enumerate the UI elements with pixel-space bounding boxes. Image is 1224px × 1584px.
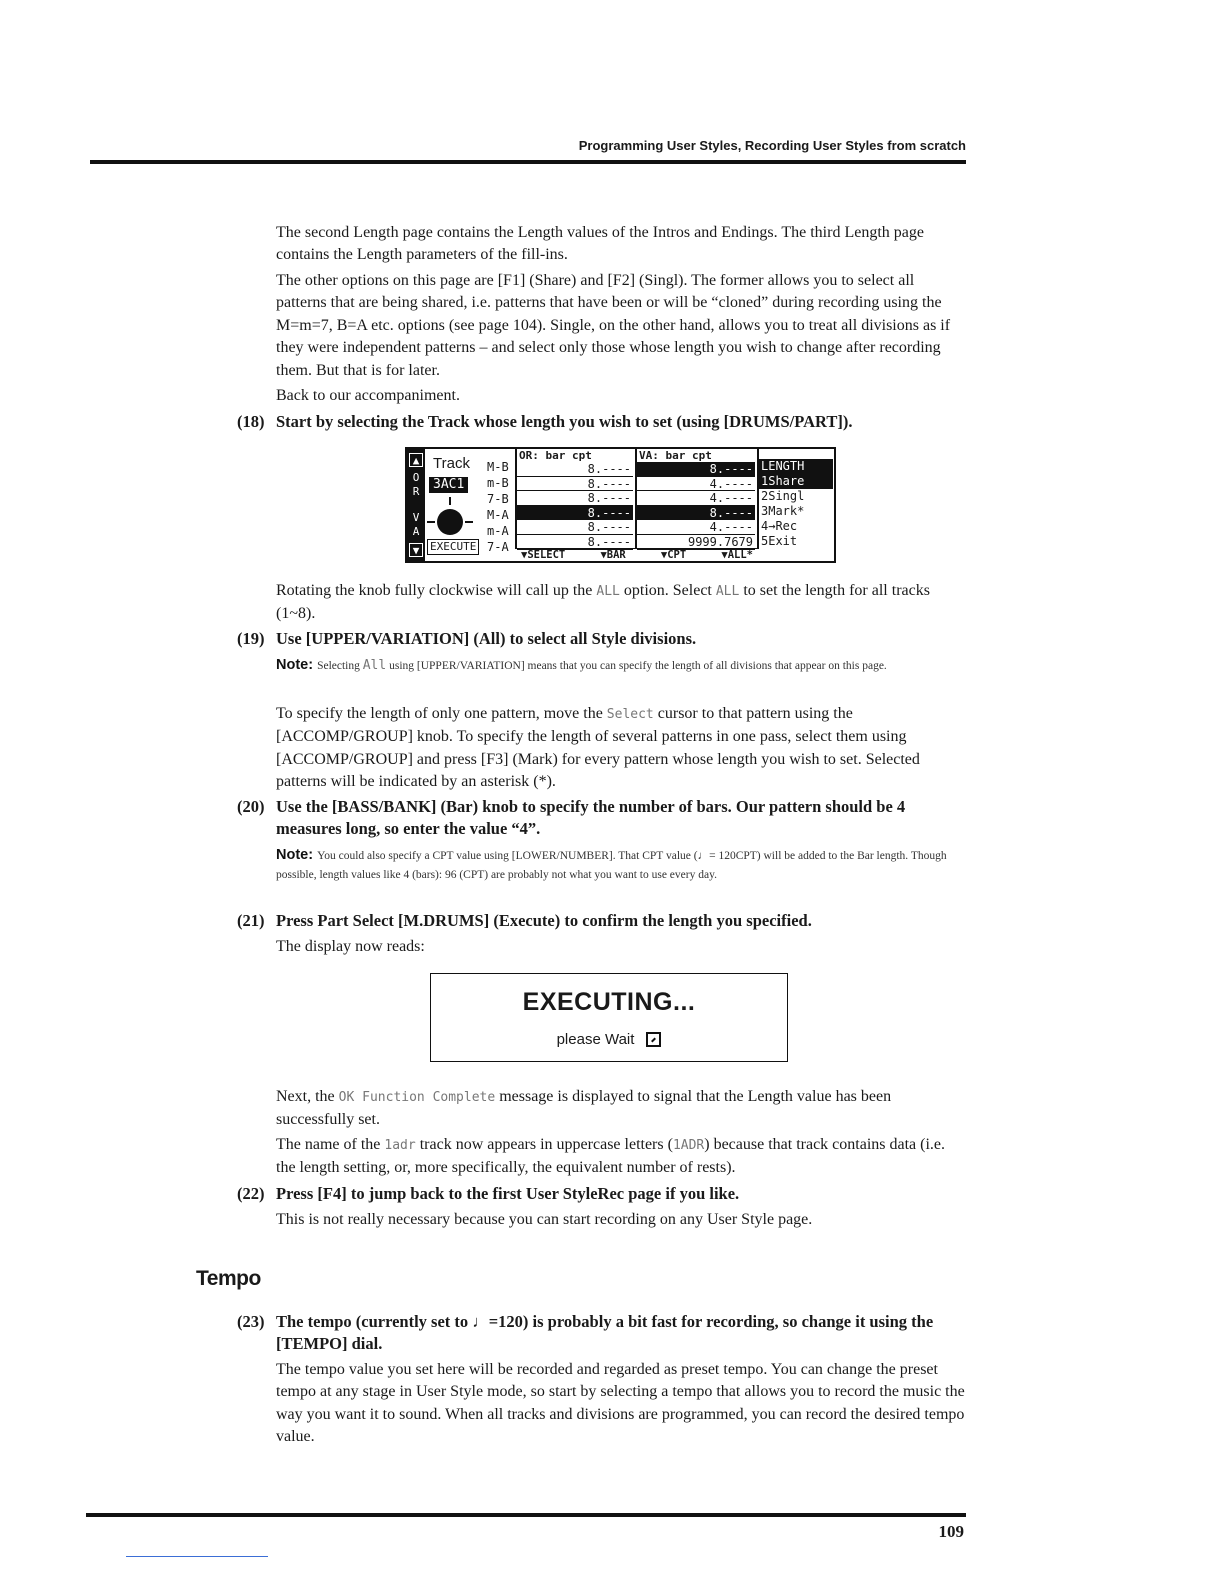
va-value: 4.---- bbox=[637, 520, 755, 535]
paragraph-function-complete: Next, the OK Function Complete message is displayed to signal that the Length value has been successfully set. bbox=[276, 1088, 892, 1129]
paragraph-not-necessary: This is not really necessary because you can start recording on any User Style page. bbox=[276, 1211, 813, 1228]
step-text: Press [F4] to jump back to the first User StyleRec page if you like. bbox=[276, 1184, 740, 1203]
lcd-text: 1ADR bbox=[672, 1138, 705, 1153]
footer-select: ▼SELECT bbox=[521, 549, 566, 561]
side-key-a: A bbox=[412, 525, 420, 538]
up-arrow-icon: ▲ bbox=[409, 453, 423, 467]
side-key-r: R bbox=[412, 485, 420, 498]
menu-item-singl: 2Singl bbox=[761, 489, 805, 503]
knob-icon bbox=[437, 509, 463, 535]
lcd-text: Select bbox=[606, 707, 654, 722]
step-18 bbox=[237, 411, 965, 433]
down-arrow-icon: ▼ bbox=[409, 543, 423, 557]
step-text: Press Part Select [M.DRUMS] (Execute) to confirm the length you specified. bbox=[276, 911, 812, 930]
knob-tick-left bbox=[427, 521, 435, 523]
executing-title: EXECUTING... bbox=[522, 988, 696, 1016]
or-value: 8.---- bbox=[517, 535, 633, 550]
step-number: (22) bbox=[237, 1184, 265, 1203]
execute-button: EXECUTE bbox=[427, 539, 479, 555]
paragraph-tempo: The tempo value you set here will be recorded and regarded as preset tempo. You can change the preset tempo at any stage in User Style mode, so start by selecting a tempo that allows you to record the music the way you want it to sound. When all tracks and divisions are programmed, you can record the desired tempo value. bbox=[276, 1361, 965, 1446]
menu-item-exit: 5Exit bbox=[761, 534, 798, 548]
lcd-text: OK Function Complete bbox=[338, 1090, 496, 1105]
lcd-text: ALL bbox=[715, 584, 740, 599]
track-label: Track bbox=[433, 455, 470, 472]
function-menu bbox=[759, 459, 833, 549]
lcd-text: 1adr bbox=[384, 1138, 416, 1153]
paragraph-share-singl: The other options on this page are [F1] (Share) and [F2] (Singl). The former allows you to select all patterns that are being shared, i.e. patterns that have been or will be “cloned” during recording using the M=m=7, B=A etc. options (see page 104). Single, on the other hand, allows you to treat all divisions as if they were independent patterns – and select only those whose length you wish to change after recording them. But that is for later. bbox=[276, 272, 951, 379]
or-value: 8.---- bbox=[517, 506, 633, 521]
section-title: Tempo bbox=[196, 1267, 261, 1290]
va-value: 4.---- bbox=[637, 477, 755, 492]
note-label: Note: bbox=[276, 657, 314, 673]
part-label: m-A bbox=[487, 524, 509, 538]
track-name: 3AC1 bbox=[429, 477, 468, 493]
va-values bbox=[637, 462, 755, 550]
va-value: 4.---- bbox=[637, 491, 755, 506]
step-text: The tempo (currently set to ♩=120) is probably a bit fast for recording, so change it using the [TEMPO] dial. bbox=[276, 1312, 934, 1354]
hourglass-icon bbox=[646, 1032, 661, 1047]
paragraph-back: Back to our accompaniment. bbox=[276, 387, 460, 404]
footer-all: ▼ALL* bbox=[721, 549, 753, 561]
part-label: M-A bbox=[487, 508, 509, 522]
running-header: Programming User Styles, Recording User Styles from scratch bbox=[578, 138, 966, 153]
header-rule bbox=[90, 160, 966, 164]
footer-bar: ▼BAR bbox=[600, 549, 626, 561]
step-23 bbox=[237, 1311, 965, 1356]
part-label: m-B bbox=[487, 476, 509, 490]
or-column-header: OR: bar cpt bbox=[519, 449, 592, 462]
paragraph-track-name: The name of the 1adr track now appears in uppercase letters (1ADR) because that track contains data (i.e. the length setting, or, more specifically, the equivalent number of rests). bbox=[276, 1136, 946, 1177]
note-cpt: Note: You could also specify a CPT value using [LOWER/NUMBER]. That CPT value (♩= 120CPT) will be added to the Bar length. Though possible, length values like 4 (bars): 96 (CPT) are probably not what you want to use every day. bbox=[276, 847, 947, 881]
or-value: 8.---- bbox=[517, 462, 633, 477]
side-key-v: V bbox=[412, 511, 420, 524]
or-value: 8.---- bbox=[517, 477, 633, 492]
menu-title: LENGTH bbox=[759, 459, 833, 474]
note-label: Note: bbox=[276, 847, 314, 863]
step-number: (19) bbox=[237, 629, 265, 648]
display-footer bbox=[515, 548, 759, 561]
step-20 bbox=[237, 796, 965, 841]
paragraph-select-cursor: To specify the length of only one pattern, move the Select cursor to that pattern using the [ACCOMP/GROUP] knob. To specify the length of several patterns in one pass, select them using [ACCOMP/GROUP] and press [F3] (Mark) for every pattern whose length you wish to set. Selected patterns will be indicated by an asterisk (*). bbox=[276, 705, 920, 791]
step-22 bbox=[237, 1183, 965, 1205]
footer-cpt: ▼CPT bbox=[660, 549, 687, 561]
knob-tick-right bbox=[465, 521, 473, 523]
step-number: (18) bbox=[237, 412, 265, 431]
va-value: 8.---- bbox=[637, 462, 755, 477]
lcd-text: ALL bbox=[596, 584, 620, 599]
link-underline bbox=[126, 1556, 268, 1557]
executing-subtitle: please Wait bbox=[431, 1031, 787, 1048]
side-key-o: O bbox=[412, 471, 420, 484]
step-number: (21) bbox=[237, 911, 265, 930]
or-value: 8.---- bbox=[517, 520, 633, 535]
step-text: Use [UPPER/VARIATION] (All) to select all Style divisions. bbox=[276, 629, 697, 648]
or-values bbox=[517, 462, 633, 550]
part-label: 7-A bbox=[487, 540, 509, 554]
note-all: Note: Selecting All using [UPPER/VARIATION] means that you can specify the length of all divisions that appear on this page. bbox=[276, 657, 887, 673]
va-value: 9999.7679 bbox=[637, 535, 755, 550]
menu-item-rec: 4→Rec bbox=[761, 519, 798, 533]
menu-item-mark: 3Mark* bbox=[761, 504, 805, 518]
paragraph-length-pages: The second Length page contains the Length values of the Intros and Endings. The third Length page contains the Length parameters of the fill-ins. bbox=[276, 224, 924, 264]
va-column-header: VA: bar cpt bbox=[639, 449, 712, 462]
step-text: Use the [BASS/BANK] (Bar) knob to specify the number of bars. Our pattern should be 4 measures long, so enter the value “4”. bbox=[276, 797, 906, 839]
part-list bbox=[487, 459, 515, 555]
step-21 bbox=[237, 910, 965, 932]
footer-rule bbox=[86, 1513, 966, 1517]
va-value: 8.---- bbox=[637, 506, 755, 521]
display-side-keys bbox=[407, 449, 425, 561]
length-page-display bbox=[405, 447, 836, 563]
executing-display bbox=[430, 973, 788, 1062]
paragraph-rotate-knob: Rotating the knob fully clockwise will call up the ALL option. Select ALL to set the length for all tracks (1~8). bbox=[276, 582, 930, 623]
step-19 bbox=[237, 628, 965, 650]
paragraph-display-reads: The display now reads: bbox=[276, 938, 425, 955]
step-text: Start by selecting the Track whose length you wish to set (using [DRUMS/PART]). bbox=[276, 412, 853, 431]
or-value: 8.---- bbox=[517, 491, 633, 506]
page-number: 109 bbox=[938, 1522, 964, 1541]
lcd-text: All bbox=[362, 658, 387, 673]
step-number: (20) bbox=[237, 797, 265, 816]
part-label: M-B bbox=[487, 460, 509, 474]
step-number: (23) bbox=[237, 1312, 265, 1331]
menu-item-share: 1Share bbox=[759, 474, 833, 489]
knob-tick-top bbox=[449, 497, 451, 505]
part-label: 7-B bbox=[487, 492, 509, 506]
